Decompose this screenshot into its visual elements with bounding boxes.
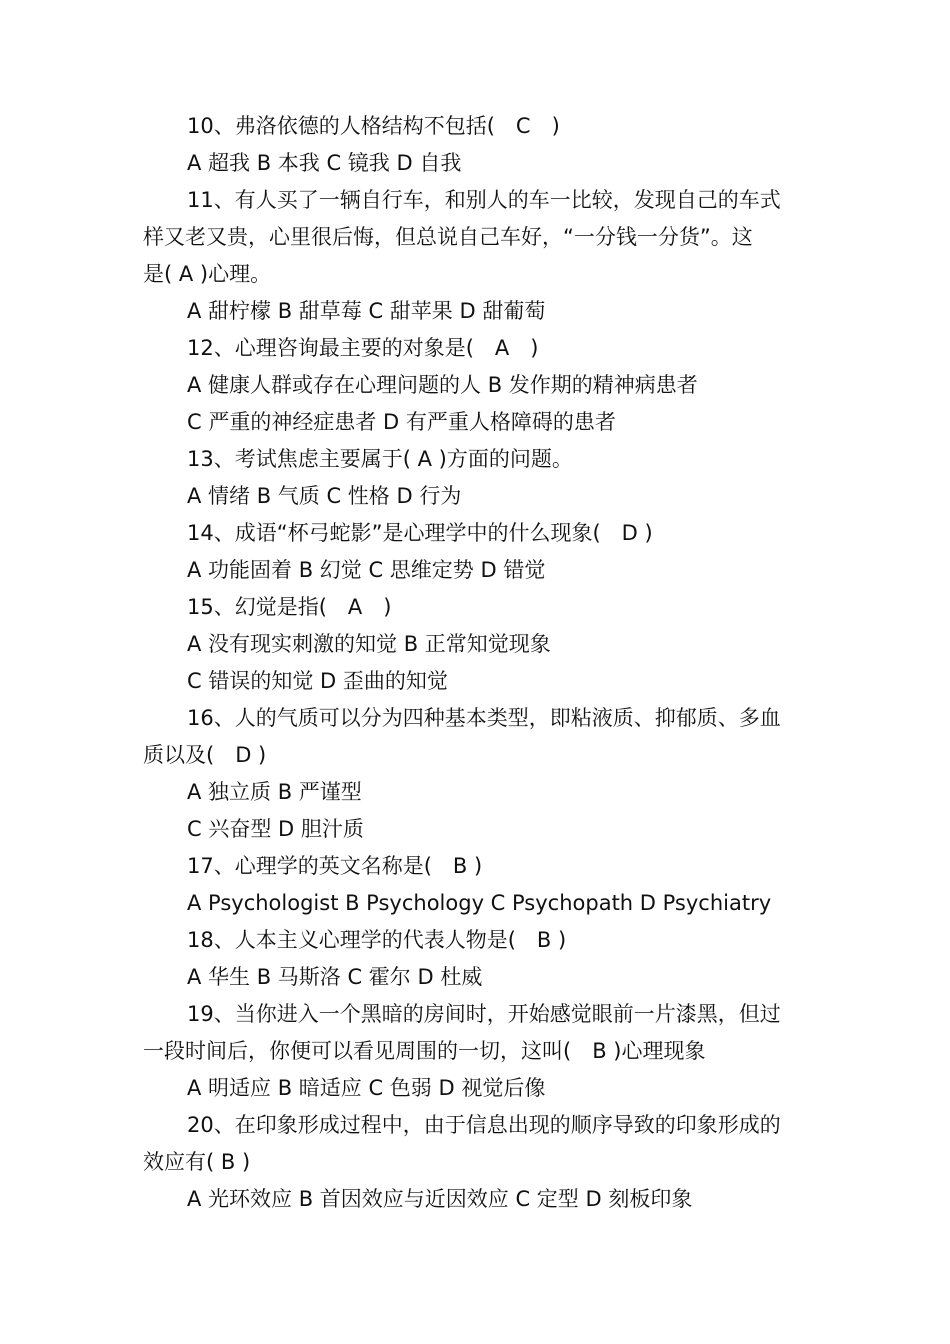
question-12: 12、心理咨询最主要的对象是( A ) bbox=[187, 336, 539, 360]
options-15-line-2: C 错误的知觉 D 歪曲的知觉 bbox=[187, 669, 448, 693]
question-14: 14、成语“杯弓蛇影”是心理学中的什么现象( D ) bbox=[187, 521, 653, 545]
options-18: A 华生 B 马斯洛 C 霍尔 D 杜威 bbox=[187, 965, 483, 989]
document-body bbox=[143, 108, 808, 1218]
question-11-line-3: 是( A )心理。 bbox=[143, 262, 272, 286]
options-12-line-1: A 健康人群或存在心理问题的人 B 发作期的精神病患者 bbox=[187, 373, 698, 397]
question-18: 18、人本主义心理学的代表人物是( B ) bbox=[187, 928, 567, 952]
question-10: 10、弗洛依德的人格结构不包括( C ) bbox=[187, 114, 560, 138]
options-20: A 光环效应 B 首因效应与近因效应 C 定型 D 刻板印象 bbox=[187, 1187, 693, 1211]
question-19-line-2: 一段时间后，你便可以看见周围的一切，这叫( B )心理现象 bbox=[143, 1039, 706, 1063]
question-20-line-2: 效应有( B ) bbox=[143, 1150, 251, 1174]
options-16-line-2: C 兴奋型 D 胆汁质 bbox=[187, 817, 364, 841]
options-16-line-1: A 独立质 B 严谨型 bbox=[187, 780, 362, 804]
question-19-line-1: 19、当你进入一个黑暗的房间时，开始感觉眼前一片漆黑，但过 bbox=[187, 1002, 781, 1026]
options-13: A 情绪 B 气质 C 性格 D 行为 bbox=[187, 484, 462, 508]
options-12-line-2: C 严重的神经症患者 D 有严重人格障碍的患者 bbox=[187, 410, 616, 434]
options-15-line-1: A 没有现实刺激的知觉 B 正常知觉现象 bbox=[187, 632, 551, 656]
options-10: A 超我 B 本我 C 镜我 D 自我 bbox=[187, 151, 462, 175]
options-17: A Psychologist B Psychology C Psychopath D Psychiatry bbox=[187, 891, 772, 915]
question-17: 17、心理学的英文名称是( B ) bbox=[187, 854, 483, 878]
question-20-line-1: 20、在印象形成过程中，由于信息出现的顺序导致的印象形成的 bbox=[187, 1113, 781, 1137]
question-11-line-2: 样又老又贵，心里很后悔，但总说自己车好，“一分钱一分货”。这 bbox=[143, 225, 753, 249]
question-11-line-1: 11、有人买了一辆自行车，和别人的车一比较，发现自己的车式 bbox=[187, 188, 781, 212]
question-15: 15、幻觉是指( A ) bbox=[187, 595, 392, 619]
options-11: A 甜柠檬 B 甜草莓 C 甜苹果 D 甜葡萄 bbox=[187, 299, 546, 323]
question-13: 13、考试焦虑主要属于( A )方面的问题。 bbox=[187, 447, 573, 471]
question-16-line-1: 16、人的气质可以分为四种基本类型，即粘液质、抑郁质、多血 bbox=[187, 706, 781, 730]
options-14: A 功能固着 B 幻觉 C 思维定势 D 错觉 bbox=[187, 558, 546, 582]
options-19: A 明适应 B 暗适应 C 色弱 D 视觉后像 bbox=[187, 1076, 546, 1100]
question-16-line-2: 质以及( D ) bbox=[143, 743, 267, 767]
